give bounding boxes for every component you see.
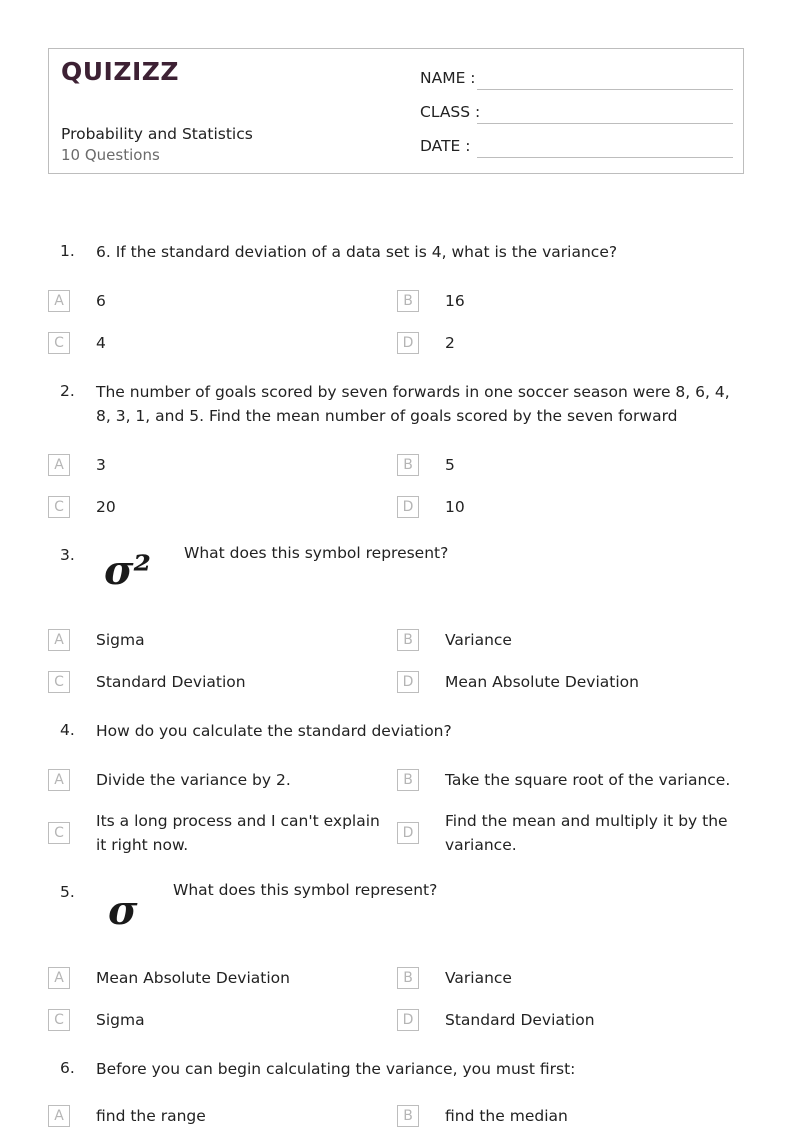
option-b-box[interactable]: B xyxy=(397,967,419,989)
option-b-box[interactable]: B xyxy=(397,290,419,312)
question-text: What does this symbol represent? xyxy=(173,881,438,899)
option-c-text: Standard Deviation xyxy=(96,673,246,691)
option-a-text: Mean Absolute Deviation xyxy=(96,969,290,987)
question-number: 2. xyxy=(60,382,75,400)
option-a-box[interactable]: A xyxy=(48,1105,70,1127)
class-field[interactable] xyxy=(477,123,733,124)
question-number: 1. xyxy=(60,242,75,260)
option-d-text: Find the mean and multiply it by the variance. xyxy=(445,812,728,854)
worksheet-title: Probability and Statistics xyxy=(61,125,253,143)
option-a-box[interactable]: A xyxy=(48,454,70,476)
option-c-box[interactable]: C xyxy=(48,671,70,693)
option-b-box[interactable]: B xyxy=(397,454,419,476)
quizizz-logo: QUIZIZZ xyxy=(61,57,180,86)
option-a-text: Sigma xyxy=(96,631,145,649)
option-d-text: Mean Absolute Deviation xyxy=(445,673,639,691)
name-field[interactable] xyxy=(477,89,733,90)
option-c-text: 4 xyxy=(96,334,106,352)
option-d-box[interactable]: D xyxy=(397,332,419,354)
name-label: NAME : xyxy=(420,69,476,87)
question-text: What does this symbol represent? xyxy=(184,544,449,562)
option-a-box[interactable]: A xyxy=(48,290,70,312)
option-b-text: Take the square root of the variance. xyxy=(445,771,731,789)
option-b-box[interactable]: B xyxy=(397,629,419,651)
option-a-text: 6 xyxy=(96,292,106,310)
option-a-box[interactable]: A xyxy=(48,967,70,989)
option-a-text: Divide the variance by 2. xyxy=(96,771,291,789)
option-b-box[interactable]: B xyxy=(397,1105,419,1127)
question-text: Before you can begin calculating the variance, you must first: xyxy=(96,1060,576,1078)
option-b-text: Variance xyxy=(445,969,512,987)
option-b-text: 16 xyxy=(445,292,465,310)
question-text: The number of goals scored by seven forwards in one soccer season were 8, 6, 4, 8, 3, 1, and 5. Find the mean number of goals scored by the seven forward xyxy=(96,383,730,425)
worksheet-header xyxy=(48,48,744,174)
option-a-text: find the range xyxy=(96,1107,206,1125)
option-c-box[interactable]: C xyxy=(48,332,70,354)
question-number: 6. xyxy=(60,1059,75,1077)
question-number: 5. xyxy=(60,883,75,901)
option-d-box[interactable]: D xyxy=(397,822,419,844)
option-c-box[interactable]: C xyxy=(48,1009,70,1031)
option-d-box[interactable]: D xyxy=(397,1009,419,1031)
option-a-text: 3 xyxy=(96,456,106,474)
sigma-squared-symbol: σ² xyxy=(104,547,152,594)
option-c-text: Sigma xyxy=(96,1011,145,1029)
option-b-text: find the median xyxy=(445,1107,568,1125)
question-text: 6. If the standard deviation of a data set is 4, what is the variance? xyxy=(96,243,618,261)
option-a-box[interactable]: A xyxy=(48,769,70,791)
option-b-text: Variance xyxy=(445,631,512,649)
question-count: 10 Questions xyxy=(61,146,160,164)
date-field[interactable] xyxy=(477,157,733,158)
date-label: DATE : xyxy=(420,137,471,155)
option-b-text: 5 xyxy=(445,456,455,474)
question-number: 3. xyxy=(60,546,75,564)
option-b-box[interactable]: B xyxy=(397,769,419,791)
option-c-box[interactable]: C xyxy=(48,822,70,844)
option-c-box[interactable]: C xyxy=(48,496,70,518)
question-number: 4. xyxy=(60,721,75,739)
option-d-text: 2 xyxy=(445,334,455,352)
sigma-symbol: σ xyxy=(108,887,138,934)
question-text: How do you calculate the standard deviation? xyxy=(96,722,452,740)
option-d-box[interactable]: D xyxy=(397,496,419,518)
option-a-box[interactable]: A xyxy=(48,629,70,651)
option-d-text: 10 xyxy=(445,498,465,516)
class-label: CLASS : xyxy=(420,103,481,121)
option-d-text: Standard Deviation xyxy=(445,1011,595,1029)
option-d-box[interactable]: D xyxy=(397,671,419,693)
option-c-text: 20 xyxy=(96,498,116,516)
option-c-text: Its a long process and I can't explain it right now. xyxy=(96,812,380,854)
